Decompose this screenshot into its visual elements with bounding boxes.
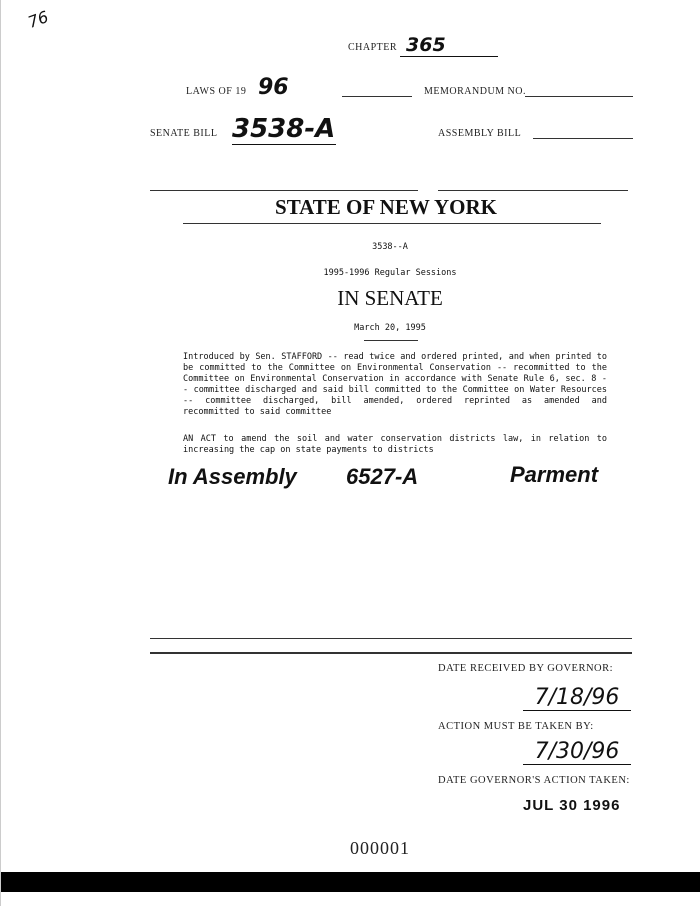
chapter-value: 365 (400, 34, 498, 57)
assembly-bill-label: ASSEMBLY BILL (438, 128, 522, 139)
date-received-label: DATE RECEIVED BY GOVERNOR: (438, 663, 614, 674)
bill-date: March 20, 1995 (354, 323, 426, 333)
introduction-paragraph: Introduced by Sen. STAFFORD -- read twice and ordered printed, and when printed to be committed to the Committee on Environmental Conservation -- recommitted to the Committee on Environmental Conservation in accordance with Senate Rule 6, sec. 8 -- committee discharged and said bill committed to the Committee on Water Resources -- committee discharged, bill amended, ordered reprinted as amended and recommitted to said committee (183, 352, 607, 417)
laws-blank-line (342, 96, 412, 97)
header-rule-left (150, 190, 418, 191)
chapter-label: CHAPTER (348, 42, 398, 53)
scan-left-edge (0, 0, 1, 906)
memo-label: MEMORANDUM NO. (424, 86, 527, 97)
action-must-be-taken-label: ACTION MUST BE TAKEN BY: (438, 721, 594, 732)
session: 1995-1996 Regular Sessions (323, 268, 457, 278)
state-title-rule (183, 223, 601, 224)
laws-year: 96 (258, 75, 289, 100)
date-received-value: 7/18/96 (523, 685, 631, 711)
memo-blank-line (525, 96, 633, 97)
governor-action-taken-stamp: JUL 30 1996 (523, 797, 621, 814)
date-rule (364, 340, 418, 341)
governor-action-taken-label: DATE GOVERNOR'S ACTION TAKEN: (438, 775, 630, 786)
corner-handwritten-mark: 76 (25, 7, 51, 32)
senate-bill-label: SENATE BILL (150, 128, 218, 139)
in-assembly-note: In Assembly (168, 464, 297, 489)
bill-number: 3538--A (372, 242, 408, 252)
assembly-number-note: 6527-A (346, 464, 419, 489)
assembly-blank-line (533, 138, 633, 139)
laws-label: LAWS OF 19 (186, 86, 247, 97)
sponsor-note: Parment (510, 462, 599, 487)
chamber-title: IN SENATE (337, 286, 443, 310)
bottom-rule-1 (150, 638, 632, 639)
header-rule-right (438, 190, 628, 191)
scan-bottom-border (0, 872, 700, 892)
bottom-rule-2 (150, 652, 632, 654)
page-number: 000001 (350, 838, 410, 858)
act-paragraph: AN ACT to amend the soil and water conservation districts law, in relation to increasing the cap on state payments to districts (183, 434, 607, 455)
senate-bill-value: 3538-A (232, 114, 336, 144)
state-title: STATE OF NEW YORK (275, 195, 497, 219)
action-must-be-taken-value: 7/30/96 (523, 739, 631, 765)
